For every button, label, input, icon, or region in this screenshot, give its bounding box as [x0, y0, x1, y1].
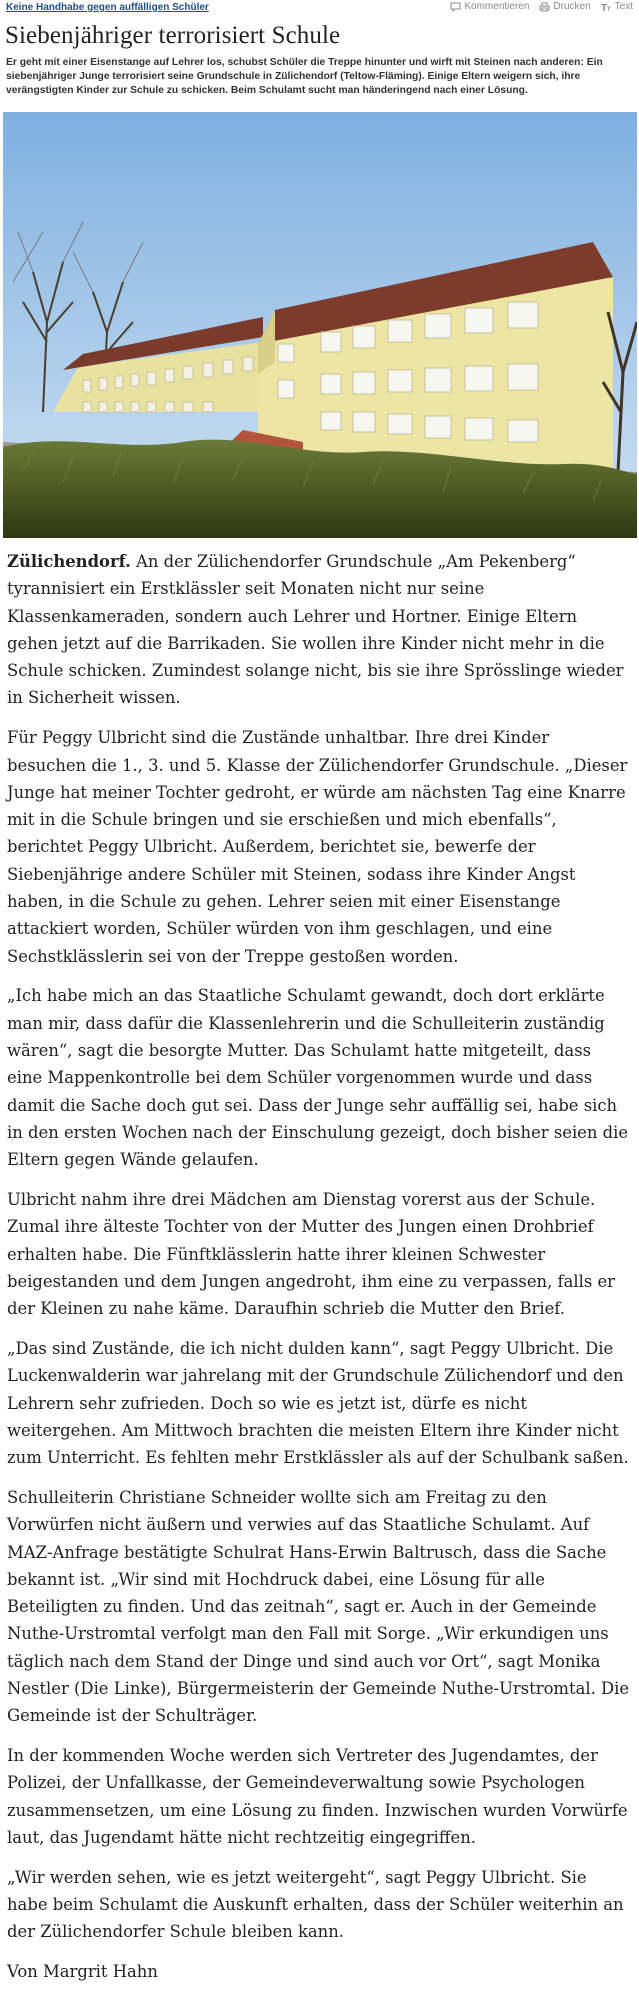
comment-icon — [450, 2, 461, 12]
svg-text:T: T — [606, 6, 611, 12]
paragraph-5: Schulleiterin Christiane Schneider wollte sich am Freitag zu den Vorwürfen nicht äußern und verwies auf das Staatliche Schulamt. Auf MAZ-Anfrage bestätigte Schulrat Hans-Erwin Baltrusch, dass die Sache bekannt ist. „Wir sind mit Hochdruck dabei, eine Lösung für alle Beteiligten zu finden. Und das zeitnah“, sagt er. Auch in der Gemeinde Nuthe-Urstromtal verfolgt man den Fall mit Sorge. „Wir erkundigen uns täglich nach dem Stand der Dinge und sind auch vor Ort“, sagt Monika Nestler (Die Linke), Bürgermeisterin der Gemeinde Nuthe-Urstromtal. Die Gemeinde ist der Schulträger. — [7, 1488, 630, 1726]
article-body — [7, 548, 631, 1998]
comment-button[interactable] — [450, 1, 529, 12]
lead-text: An der Zülichendorfer Grundschule „Am Pekenberg“ tyrannisiert ein Erstklässler seit Monaten nicht nur seine Klassenkameraden, sondern auch Lehrer und Hortner. Einige Eltern gehen jetzt auf die Barrikaden. Sie wollen ihre Kinder nicht mehr in die Schule schicken. Zumindest solange nicht, bis sie ihre Sprösslinge wieder in Sicherheit wissen. — [7, 552, 624, 708]
teaser-text: Er geht mit einer Eisenstange auf Lehrer los, schubst Schüler die Treppe hinunter und wirft mit Steinen nach anderen: Ein siebenjähriger Junge terrorisiert seine Grundschule in Zülichendorf (Teltow-Fläming). Einige Eltern weigern sich, ihre verängstigten Kinder zur Schule zu schicken. Beim Schulamt sucht man händeringend nach einer Lösung. — [6, 57, 603, 96]
paragraph-2: „Ich habe mich an das Staatliche Schulamt gewandt, doch dort erklärte man mir, dass dafür die Klassenlehrerin und die Schulleiterin zuständig wären“, sagt die besorgte Mutter. Das Schulamt hatte mitgeteilt, dass eine Mappenkontrolle bei dem Schüler vorgenommen wurde und dass damit die Sache doch gut sei. Dass der Junge sehr auffällig sei, habe sich in den ersten Wochen nach der Einschulung gezeigt, doch bisher seien die Eltern gegen Wände gelaufen. — [7, 986, 629, 1170]
dateline: Zülichendorf. — [7, 552, 131, 571]
lead-paragraph — [7, 548, 631, 712]
print-icon — [539, 2, 550, 12]
text-size-label: Text — [614, 1, 633, 12]
paragraph-4: „Das sind Zustände, die ich nicht dulden kann“, sagt Peggy Ulbricht. Die Luckenwalderin war jahrelang mit der Grundschule Zülichendorf und den Lehrern sehr zufrieden. Doch so wie es jetzt ist, dürfe es nicht weitergehen. Am Mittwoch brachten die meisten Eltern ihre Kinder nicht zum Unterricht. Es fehlten mehr Erstklässler als auf der Schulbank saßen. — [7, 1339, 629, 1468]
paragraph-7: „Wir werden sehen, wie es jetzt weitergeht“, sagt Peggy Ulbricht. Sie habe beim Schulamt die Auskunft erhalten, dass der Schüler weiterhin an der Zülichendorfer Schule bleiben kann. — [7, 1867, 624, 1942]
paragraph-1: Für Peggy Ulbricht sind die Zustände unhaltbar. Ihre drei Kinder besuchen die 1., 3. und 5. Klasse der Zülichendorfer Grundschule. „Dieser Junge hat meiner Tochter gedroht, er würde am nächsten Tag eine Knarre mit in die Schule bringen und sie erschießen und mich ebenfalls“, berichtet Peggy Ulbricht. Außerdem, berichtet sie, bewerfe der Siebenjährige andere Schüler mit Steinen, sodass ihre Kinder Angst haben, in die Schule zu gehen. Lehrer seien mit einer Eisenstange attackiert worden, Schüler würden von ihm geschlagen, und eine Sechstklässlerin sei von der Treppe gestoßen worden. — [7, 728, 628, 966]
top-bar — [0, 0, 639, 16]
comment-label: Kommentieren — [464, 1, 530, 12]
article-tools — [450, 1, 633, 12]
paragraph-6: In der kommenden Woche werden sich Vertreter des Jugendamtes, der Polizei, der Unfallkasse, der Gemeindeverwaltung sowie Psychologen zusammensetzen, um eine Lösung zu finden. Inzwischen wurden Vorwürfe laut, das Jugendamt hätte nicht rechtzeitig eingegriffen. — [7, 1746, 628, 1848]
byline: Von Margrit Hahn — [7, 1962, 158, 1982]
kicker-link[interactable]: Keine Handhabe gegen auffälligen Schüler — [6, 2, 209, 13]
svg-text:T: T — [600, 2, 607, 12]
print-label: Drucken — [553, 1, 591, 12]
text-size-icon — [601, 2, 612, 12]
school-photo — [3, 112, 637, 538]
print-button[interactable] — [539, 1, 590, 12]
school-building-image — [3, 112, 637, 538]
page-title: Siebenjähriger terrorisiert Schule — [5, 22, 341, 49]
text-size-button[interactable] — [601, 1, 633, 12]
paragraph-3: Ulbricht nahm ihre drei Mädchen am Dienstag vorerst aus der Schule. Zumal ihre älteste Tochter von der Mutter des Jungen einen Drohbrief erhalten habe. Die Fünftklässlerin hatte ihrer kleinen Schwester beigestanden und dem Jungen angedroht, ihm eine zu verpassen, falls er der Kleinen zu nahe käme. Daraufhin schrieb die Mutter den Brief. — [7, 1190, 615, 1319]
